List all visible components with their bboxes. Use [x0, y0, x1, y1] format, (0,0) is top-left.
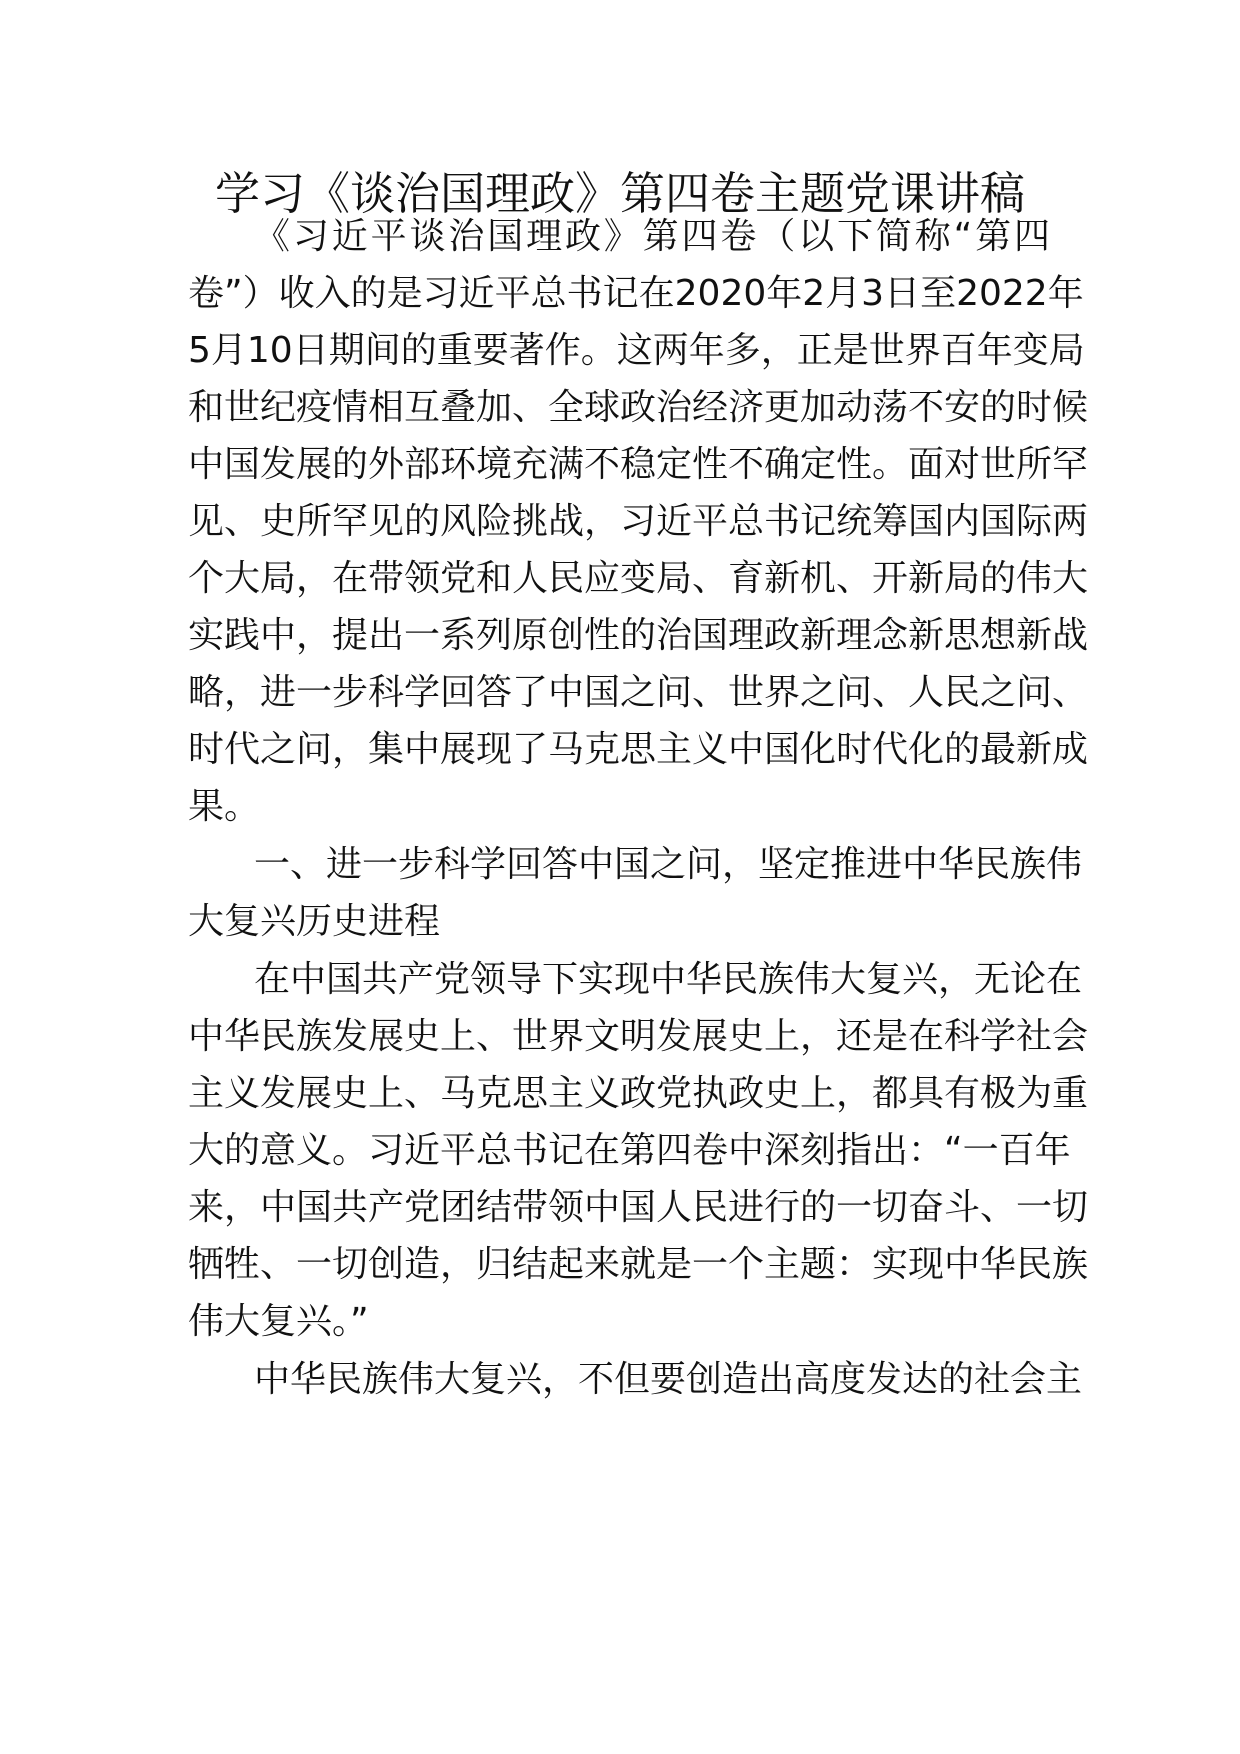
- paragraph-1-line-8: 实践中，提出一系列原创性的治国理政新理念新思想新战: [188, 615, 1089, 656]
- paragraph-1-line-1: 《习近平谈治国理政》第四卷（以下简称“第四: [254, 216, 1050, 257]
- paragraph-1-line-7: 个大局，在带领党和人民应变局、育新机、开新局的伟大: [188, 558, 1089, 599]
- section-heading-1-line-2: 大复兴历史进程: [188, 901, 441, 942]
- paragraph-1-line-4: 和世纪疫情相互叠加、全球政治经济更加动荡不安的时候: [188, 387, 1089, 428]
- paragraph-1-line-11: 果。: [188, 786, 261, 827]
- paragraph-2-line-5: 来，中国共产党团结带领中国人民进行的一切奋斗、一切: [188, 1187, 1089, 1228]
- paragraph-1-line-3: 5月10日期间的重要著作。这两年多，正是世界百年变局: [188, 330, 1085, 371]
- paragraph-2-line-6: 牺牲、一切创造，归结起来就是一个主题：实现中华民族: [188, 1244, 1089, 1285]
- paragraph-2-line-3: 主义发展史上、马克思主义政党执政史上，都具有极为重: [188, 1073, 1089, 1114]
- paragraph-1-line-10: 时代之问，集中展现了马克思主义中国化时代化的最新成: [188, 729, 1089, 770]
- paragraph-2-line-7: 伟大复兴。”: [188, 1301, 369, 1342]
- paragraph-1-line-5: 中国发展的外部环境充满不稳定性不确定性。面对世所罕: [188, 444, 1089, 485]
- paragraph-2-line-1: 在中国共产党领导下实现中华民族伟大复兴，无论在: [254, 959, 1083, 1000]
- section-heading-1-line-1: 一、进一步科学回答中国之问，坚定推进中华民族伟: [254, 844, 1083, 885]
- paragraph-1-line-6: 见、史所罕见的风险挑战，习近平总书记统筹国内国际两: [188, 501, 1089, 542]
- paragraph-1-line-9: 略，进一步科学回答了中国之问、世界之问、人民之问、: [188, 672, 1089, 713]
- document-title: 学习《谈治国理政》第四卷主题党课讲稿: [214, 167, 1025, 220]
- paragraph-3-line-1: 中华民族伟大复兴，不但要创造出高度发达的社会主: [254, 1359, 1083, 1400]
- paragraph-2-line-2: 中华民族发展史上、世界文明发展史上，还是在科学社会: [188, 1016, 1089, 1057]
- paragraph-2-line-4: 大的意义。习近平总书记在第四卷中深刻指出：“一百年: [188, 1130, 1071, 1171]
- paragraph-1-line-2: 卷”）收入的是习近平总书记在2020年2月3日至2022年: [188, 273, 1084, 314]
